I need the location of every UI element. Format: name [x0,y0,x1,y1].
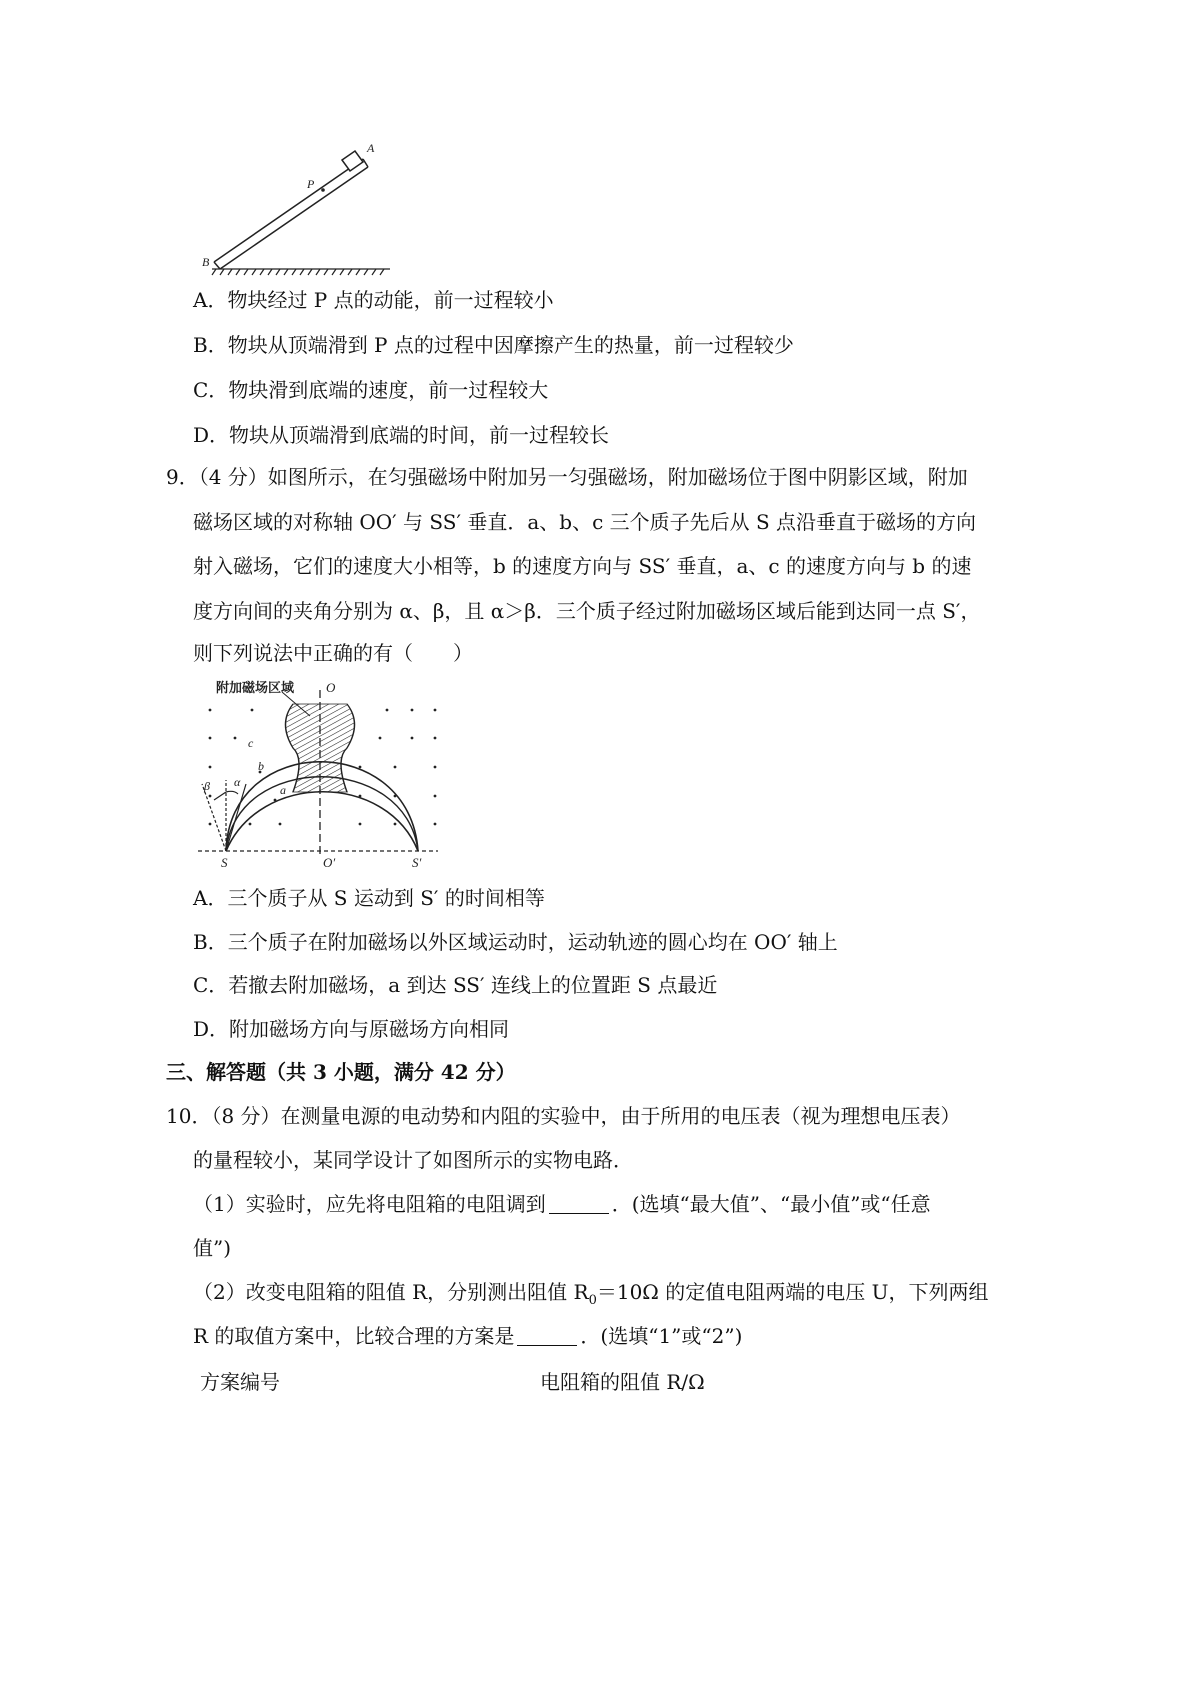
label-c: c [248,736,254,750]
q10-sub2-subscript: 0 [588,1293,597,1308]
label-P: P [307,177,315,191]
q8-option-b-text: 物块从顶端滑到 P 点的过程中因摩擦产生的热量，前一过程较少 [227,333,794,357]
trajectory-a [226,792,418,851]
q9-option-d-letter: D． [193,1017,230,1041]
q10-sub1-before: （1）实验时，应先将电阻箱的电阻调到 [193,1192,546,1216]
ground-hatching [212,269,390,275]
table-header-scheme: 方案编号 [200,1370,280,1394]
q9-option-d-text: 附加磁场方向与原磁场方向相同 [229,1017,510,1041]
q10-sub1-line-2: 值”) [193,1236,232,1260]
q9-option-a-text: 三个质子从 S 运动到 S′ 的时间相等 [227,886,545,910]
q8-option-d-text: 物块从顶端滑到底端的时间，前一过程较长 [229,423,610,447]
q9-stem-line-5: 则下列说法中正确的有（ ） [193,641,473,665]
q9-option-a-letter: A． [193,886,228,910]
q8-option-a-text: 物块经过 P 点的动能，前一过程较小 [227,288,554,312]
q8-option-c [193,380,548,400]
label-b: b [258,759,264,773]
q10-sub2-line2-before: R 的取值方案中，比较合理的方案是 [193,1324,515,1348]
q10-stem-line-2: 的量程较小，某同学设计了如图所示的实物电路． [193,1148,633,1172]
q10-sub2-b: ＝10Ω 的定值电阻两端的电压 U，下列两组 [596,1280,989,1304]
q9-option-c-text: 若撤去附加磁场，a 到达 SS′ 连线上的位置距 S 点最近 [228,973,718,997]
q8-option-d [193,425,609,445]
q9-option-a [193,888,545,908]
label-a: a [280,783,286,797]
q10-sub2-line-2 [193,1326,742,1346]
label-O-prime: O′ [323,855,336,870]
label-A: A [367,141,375,155]
q10-sub2-blank[interactable] [517,1327,577,1346]
q10-sub1-blank[interactable] [549,1195,609,1214]
q9-option-b-text: 三个质子在附加磁场以外区域运动时，运动轨迹的圆心均在 OO′ 轴上 [227,930,838,954]
q9-option-c-letter: C． [193,973,229,997]
label-S: S [221,855,228,870]
q9-option-d [193,1019,509,1039]
label-S-prime: S′ [412,855,422,870]
q8-option-d-letter: D． [193,423,230,447]
q10-stem-line-1: 10．（8 分）在测量电源的电动势和内阻的实验中，由于所用的电压表（视为理想电压表） [166,1104,961,1128]
q9-option-b [193,932,838,952]
label-beta: β [204,779,210,793]
point-P [321,188,325,192]
q8-option-c-letter: C． [193,378,229,402]
incline-plank [214,159,368,269]
incline-figure [200,130,400,290]
q10-sub2-line2-after: ．(选填“1”或“2”) [580,1324,743,1348]
q8-option-c-text: 物块滑到底端的速度，前一过程较大 [228,378,549,402]
q9-stem-line-1: 9．（4 分）如图所示，在匀强磁场中附加另一匀强磁场，附加磁场位于图中阴影区域，附加 [166,465,968,489]
q10-sub1-after: ．(选填“最大值”、“最小值”或“任意 [611,1192,931,1216]
table-header-resistance: 电阻箱的阻值 R/Ω [540,1370,705,1394]
block-A [342,151,363,171]
region-label: 附加磁场区域 [216,681,295,696]
q9-stem-line-4: 度方向间的夹角分别为 α、β，且 α＞β．三个质子经过附加磁场区域后能到达同一点 S′， [193,599,981,623]
q8-option-b [193,335,794,355]
q8-option-b-letter: B． [193,333,228,357]
label-O: O [326,680,336,695]
label-B: B [202,255,210,269]
q10-sub1-line-1 [193,1194,931,1214]
q9-option-c [193,975,717,995]
q9-stem-line-3: 射入磁场，它们的速度大小相等，b 的速度方向与 SS′ 垂直，a、c 的速度方向与 b 的速 [193,554,972,578]
q8-option-a-letter: A． [193,288,228,312]
magnetic-field-figure [190,672,450,872]
q10-sub2-a: （2）改变电阻箱的阻值 R，分别测出阻值 R [193,1280,589,1304]
label-alpha: α [234,775,241,789]
q8-option-a [193,290,554,310]
q9-option-b-letter: B． [193,930,228,954]
section-heading: 三、解答题（共 3 小题，满分 42 分） [166,1060,516,1084]
q10-sub2-line-1 [193,1282,988,1307]
q9-stem-line-2: 磁场区域的对称轴 OO′ 与 SS′ 垂直．a、b、c 三个质子先后从 S 点沿垂直于磁场的方向 [193,510,977,534]
